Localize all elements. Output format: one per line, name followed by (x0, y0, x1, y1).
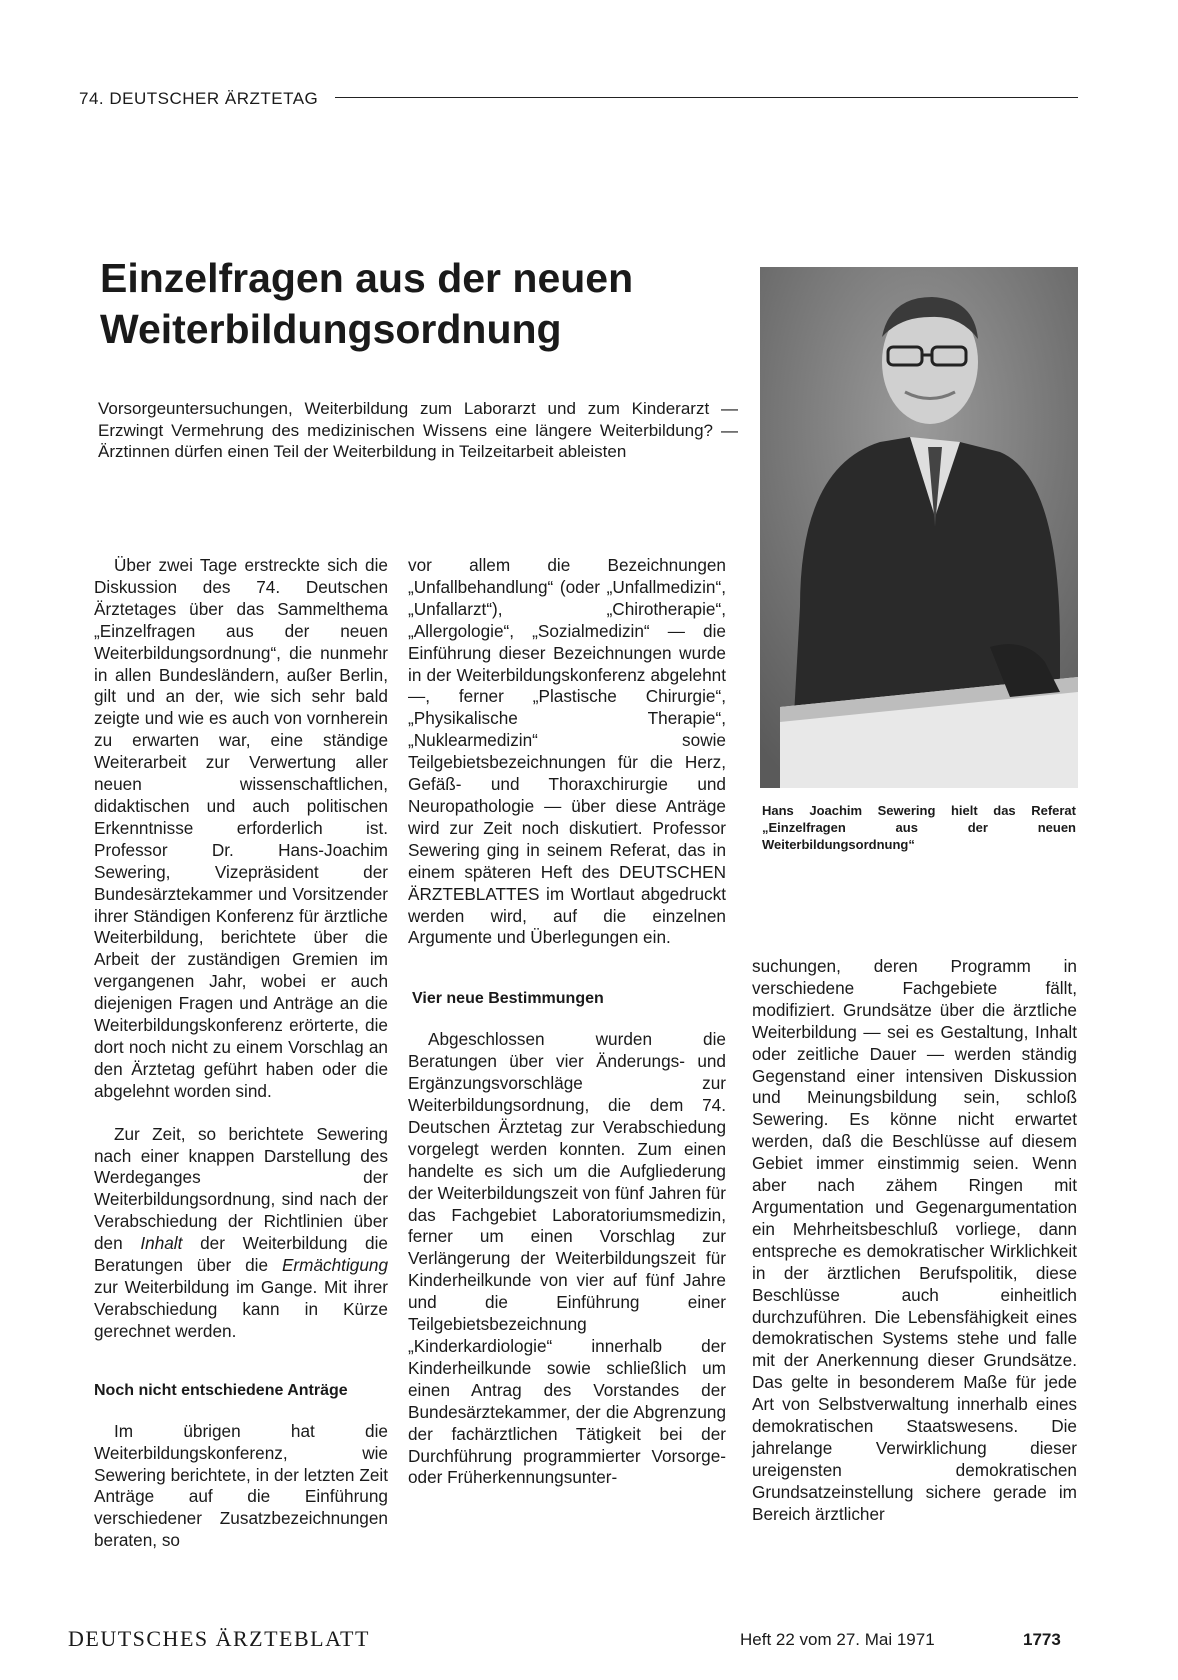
section-heading: Noch nicht entschiedene Anträge (94, 1381, 348, 1399)
paragraph: suchungen, deren Programm in verschiedene Fachgebiete fällt, modifiziert. Grundsätze über die ärztliche Weiterbildung — sei es Gestaltung, Inhalt oder zeitliche Dauer — werden ständig Gegenstand einer intensiven Diskussion und Meinungsbildung sein, schloß Sewering. Es könne nicht erwartet werden, daß die Beschlüsse auf diesem Gebiet immer einstimmig seien. Wenn aber nach zähem Ringen mit Argumentation und Gegenargumentation ein Mehrheitsbeschluß vorliege, dann entspreche es demokratischer Wirklichkeit in der ärztlichen Berufspolitik, diese Beschlüsse auch einheitlich durchzuführen. Die Lebensfähigkeit eines demokratischen Systems stehe und falle mit der Anerkennung dieser Grundsätze. Das gelte in besonderem Maße für jede Art von Selbstverwaltung innerhalb eines demokratischen Staatswesens. Die jahrelange Verwirklichung dieser ureigensten demokratischen Grundsatzeinstellung sichere gerade im Bereich ärztlicher (752, 956, 1077, 1524)
paragraph: vor allem die Bezeichnungen „Unfallbehandlung“ (oder „Unfallmedizin“, „Unfallarzt“), „Chirotherapie“, „Allergologie“, „Sozialmedizin“ — die Einführung dieser Bezeichnungen wurde in der Weiterbildungskonferenz abgelehnt —, ferner „Plastische Chirurgie“, „Physikalische Therapie“, „Nuklearmedizin“ sowie Teilgebietsbezeichnungen für die Herz, Gefäß- und Thoraxchirurgie und Neuropathologie — über diese Anträge wird zur Zeit noch diskutiert. Professor Sewering ging in seinem Referat, das in einem späteren Heft des DEUTSCHEN ÄRZTEBLATTES im Wortlaut abgedruckt werden wird, auf die einzelnen Argumente und Überlegungen ein. (408, 555, 726, 948)
article-subtitle: Vorsorgeuntersuchungen, Weiterbildung zum Laborarzt und zum Kinderarzt — Erzwingt Vermehrung des medizinischen Wissens eine längere Weiterbildung? — Ärztinnen dürfen einen Teil der Weiterbildung in Teilzeitarbeit ableisten (98, 399, 738, 461)
text-column-3 (752, 956, 1077, 1526)
page-number: 1773 (1023, 1630, 1061, 1649)
journal-name: DEUTSCHES ÄRZTEBLATT (68, 1626, 370, 1651)
paragraph (94, 1124, 388, 1343)
paragraph: Abgeschlossen wurden die Beratungen über vier Änderungs- und Ergänzungsvorschläge zur Weiterbildungsordnung, die dem 74. Deutschen Ärztetag zur Verabschiedung vorgelegt werden konnten. Zum einen handelte es sich um die Aufgliederung der Weiterbildungszeit von fünf Jahren für das Fachgebiet Laboratoriumsmedizin, ferner um einen Vorschlag zur Verlängerung der Weiterbildungszeit für Kinderheilkunde von vier auf fünf Jahre und die Einführung einer Teilgebietsbezeichnung „Kinderkardiologie“ innerhalb der Kinderheilkunde sowie schließlich um einen Antrag des Vorstandes der Bundesärztekammer, der die Abgrenzung der fachärztlichen Tätigkeit bei der Durchführung programmierter Vorsorge- oder Früherkennungsunter- (408, 1029, 726, 1488)
text-run: zur Weiterbildung im Gange. Mit ihrer Verabschiedung kann in Kürze gerechnet werden. (94, 1277, 388, 1341)
text-run: Zur Zeit, so berichtete Sewering nach einer knappen Darstellung des Werdeganges der Weiterbildungsordnung, sind nach der Verabschiedung der Richtlinien über den (94, 1123, 388, 1254)
text-column-1 (94, 555, 388, 1552)
section-heading: Vier neue Bestimmungen (412, 990, 604, 1008)
speaker-photo (760, 267, 1078, 788)
emphasis-ermaechtigung: Ermächtigung (281, 1255, 388, 1276)
article-title: Einzelfragen aus der neuen Weiterbildungsordnung (100, 255, 634, 352)
issue-info: Heft 22 vom 27. Mai 1971 (740, 1630, 935, 1649)
photo-caption: Hans Joachim Sewering hielt das Referat „Einzelfragen aus der neuen Weiterbildungsordnung“ (762, 803, 1076, 852)
text-run: der Weiterbildung die Beratungen über die (94, 1233, 388, 1276)
text-column-2 (408, 555, 726, 1489)
header-rule (335, 97, 1078, 98)
paragraph: Im übrigen hat die Weiterbildungskonferenz, wie Sewering berichtete, in der letzten Zeit Anträge auf die Einführung verschiedener Zusatzbezeichnungen beraten, so (94, 1420, 388, 1551)
speaker-photo-illustration (760, 267, 1078, 788)
emphasis-inhalt: Inhalt (140, 1233, 183, 1254)
section-header: 74. DEUTSCHER ÄRZTETAG (79, 89, 319, 108)
paragraph: Über zwei Tage erstreckte sich die Diskussion des 74. Deutschen Ärztetages über das Sammelthema „Einzelfragen aus der neuen Weiterbildungsordnung“, die nunmehr in allen Bundesländern, außer Berlin, gilt und an der, wie sich sehr bald zeigte und wie es auch von vornherein zu erwarten war, eine ständige Weiterarbeit zur Verwertung aller neuen wissenschaftlichen, didaktischen und auch politischen Erkenntnisse erforderlich ist. Professor Dr. Hans-Joachim Sewering, Vizepräsident der Bundesärztekammer und Vorsitzender ihrer Ständigen Konferenz für ärztliche Weiterbildung, berichtete über die Arbeit der zuständigen Gremien im vergangenen Jahr, wobei er auch diejenigen Fragen und Anträge an die Weiterbildungskonferenz erörterte, die dort noch nicht zu einem Vorschlag an den Ärztetag geführt haben oder die abgelehnt worden sind. (94, 555, 388, 1101)
